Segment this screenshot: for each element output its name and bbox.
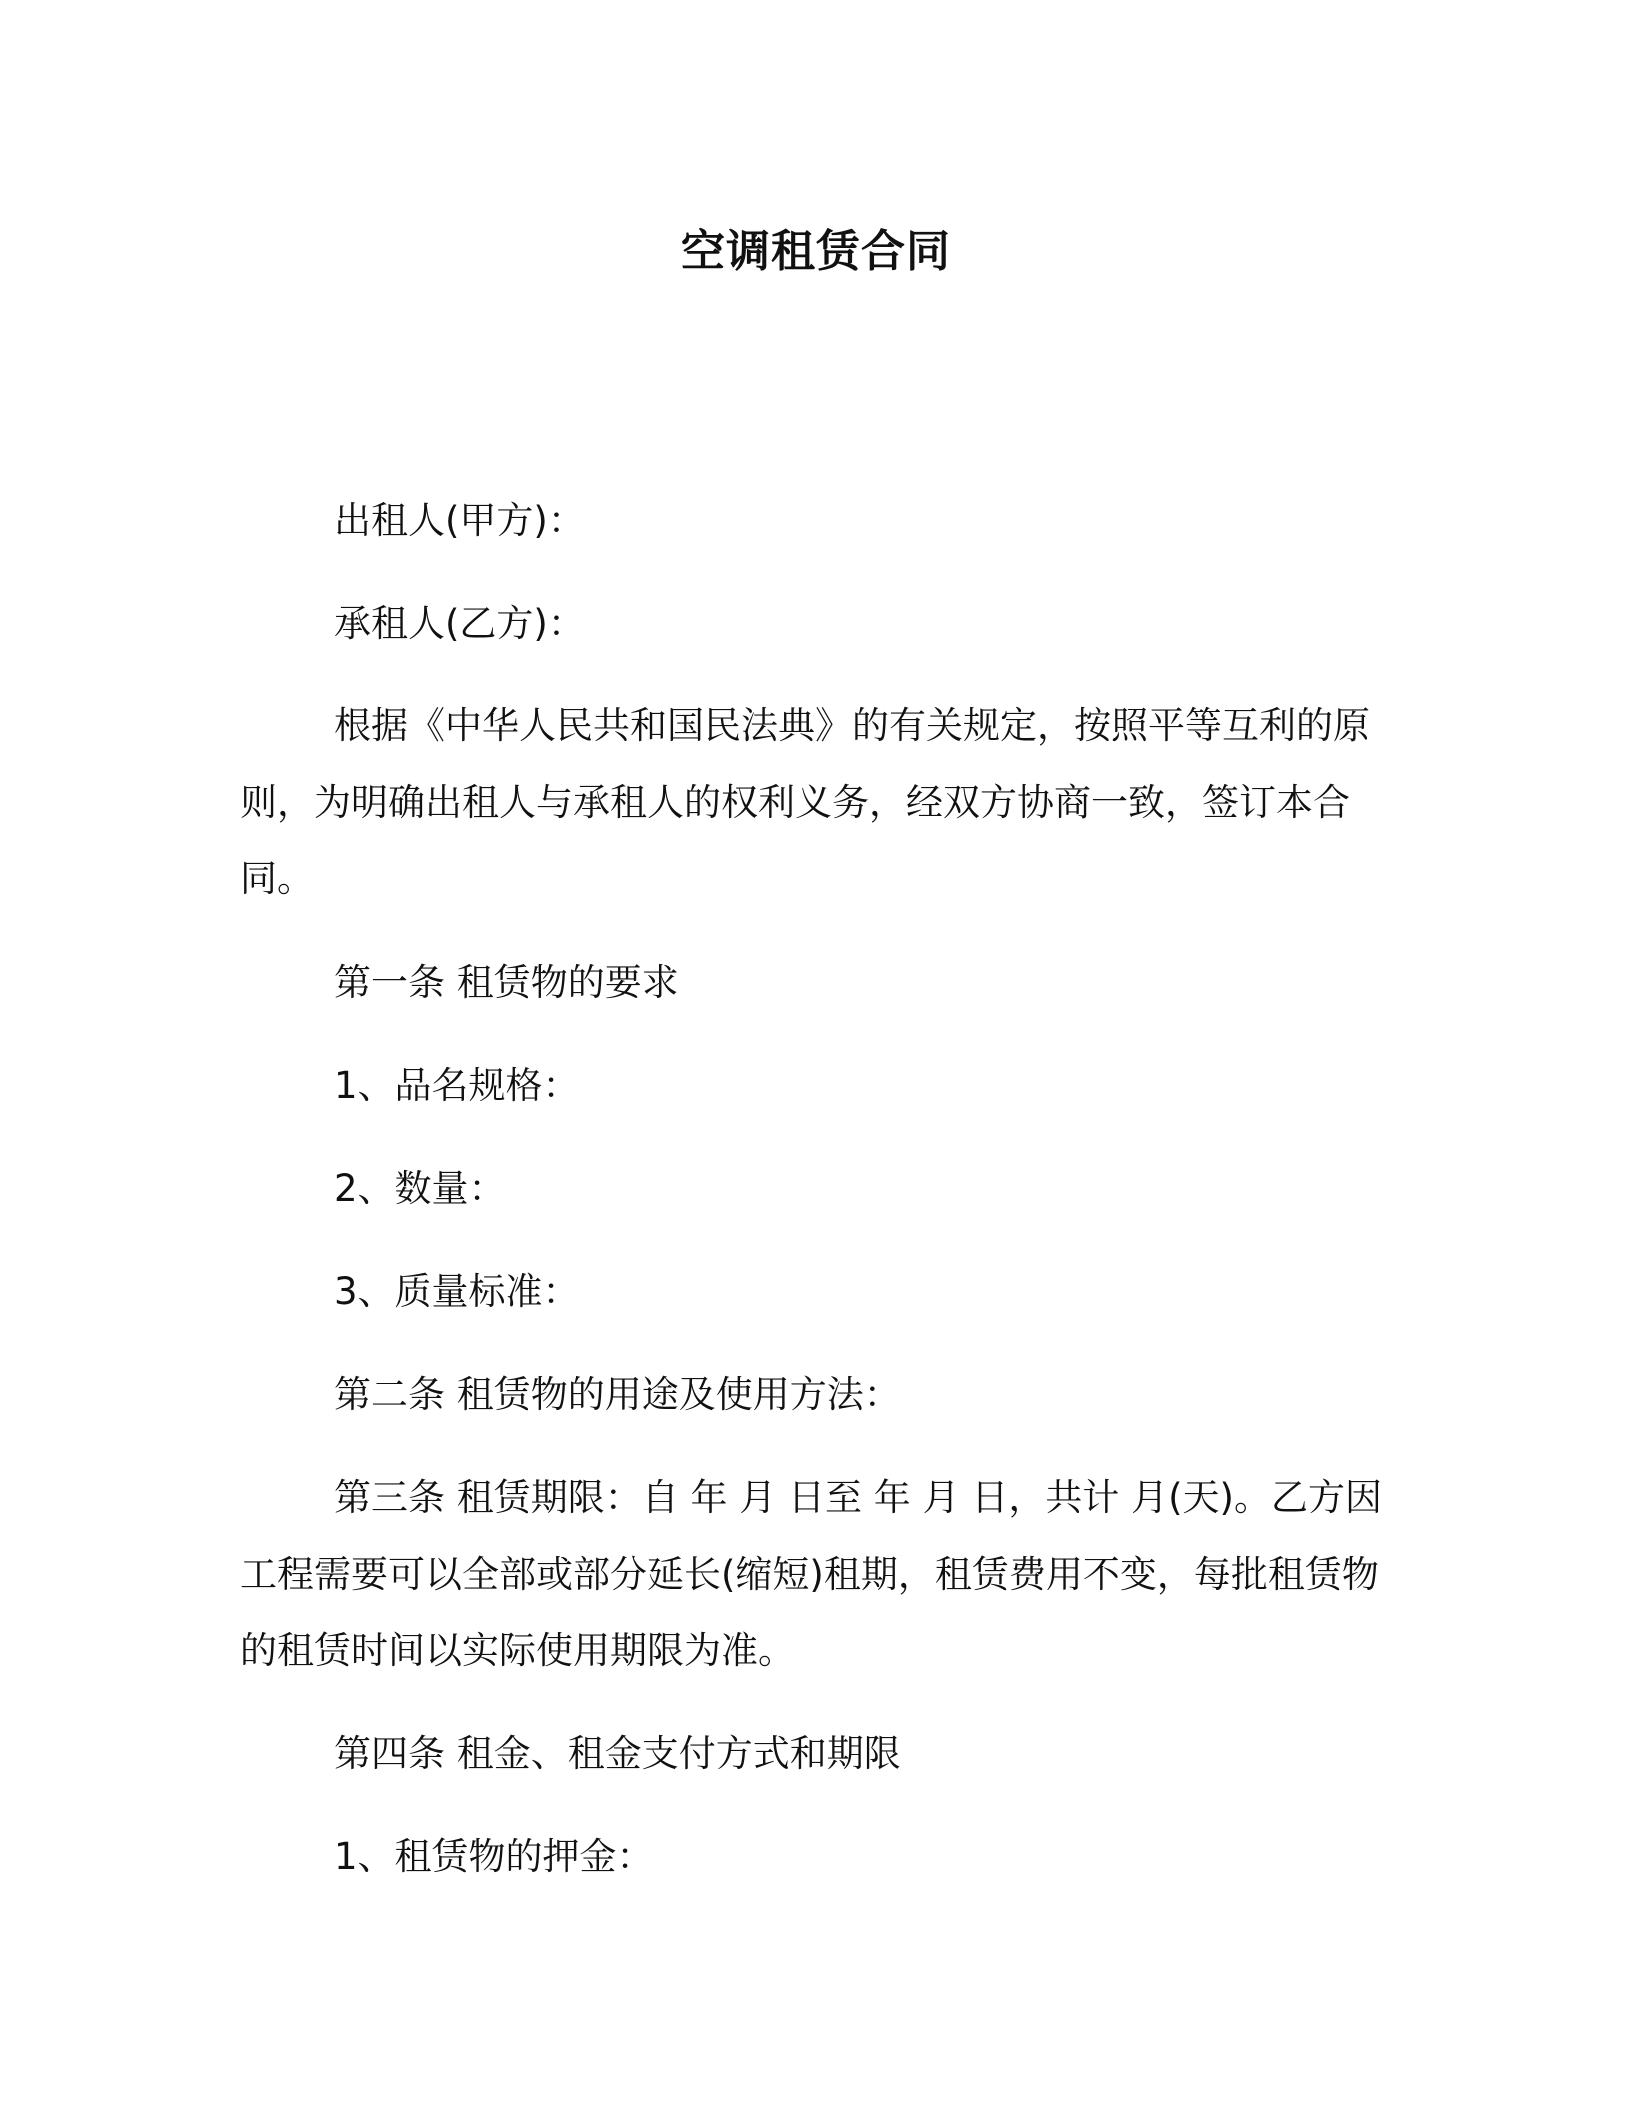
preamble-line-3: 同。: [240, 857, 314, 900]
lessor-label: 出租人(甲方)：: [334, 499, 585, 542]
article1-item-2: 2、数量：: [334, 1167, 506, 1210]
article1-heading: 第一条 租赁物的要求: [334, 961, 679, 1004]
lessee-label: 承租人(乙方)：: [334, 602, 585, 645]
article1-item-1: 1、品名规格：: [334, 1064, 580, 1107]
article3-line-3: 的租赁时间以实际使用期限为准。: [240, 1629, 795, 1672]
document-title: 空调租赁合同: [681, 226, 951, 277]
preamble-line-1: 根据《中华人民共和国民法典》的有关规定，按照平等互利的原: [334, 704, 1370, 747]
article3-line-2: 工程需要可以全部或部分延长(缩短)租期，租赁费用不变，每批租赁物: [240, 1553, 1379, 1596]
preamble-line-2: 则，为明确出租人与承租人的权利义务，经双方协商一致，签订本合: [240, 781, 1350, 824]
article3-line-1: 第三条 租赁期限：自 年 月 日至 年 月 日，共计 月(天)。乙方因: [334, 1476, 1382, 1519]
article4-heading: 第四条 租金、租金支付方式和期限: [334, 1732, 901, 1775]
article1-item-3: 3、质量标准：: [334, 1270, 580, 1313]
article2-heading: 第二条 租赁物的用途及使用方法：: [334, 1373, 901, 1416]
article4-item-1: 1、租赁物的押金：: [334, 1835, 654, 1878]
